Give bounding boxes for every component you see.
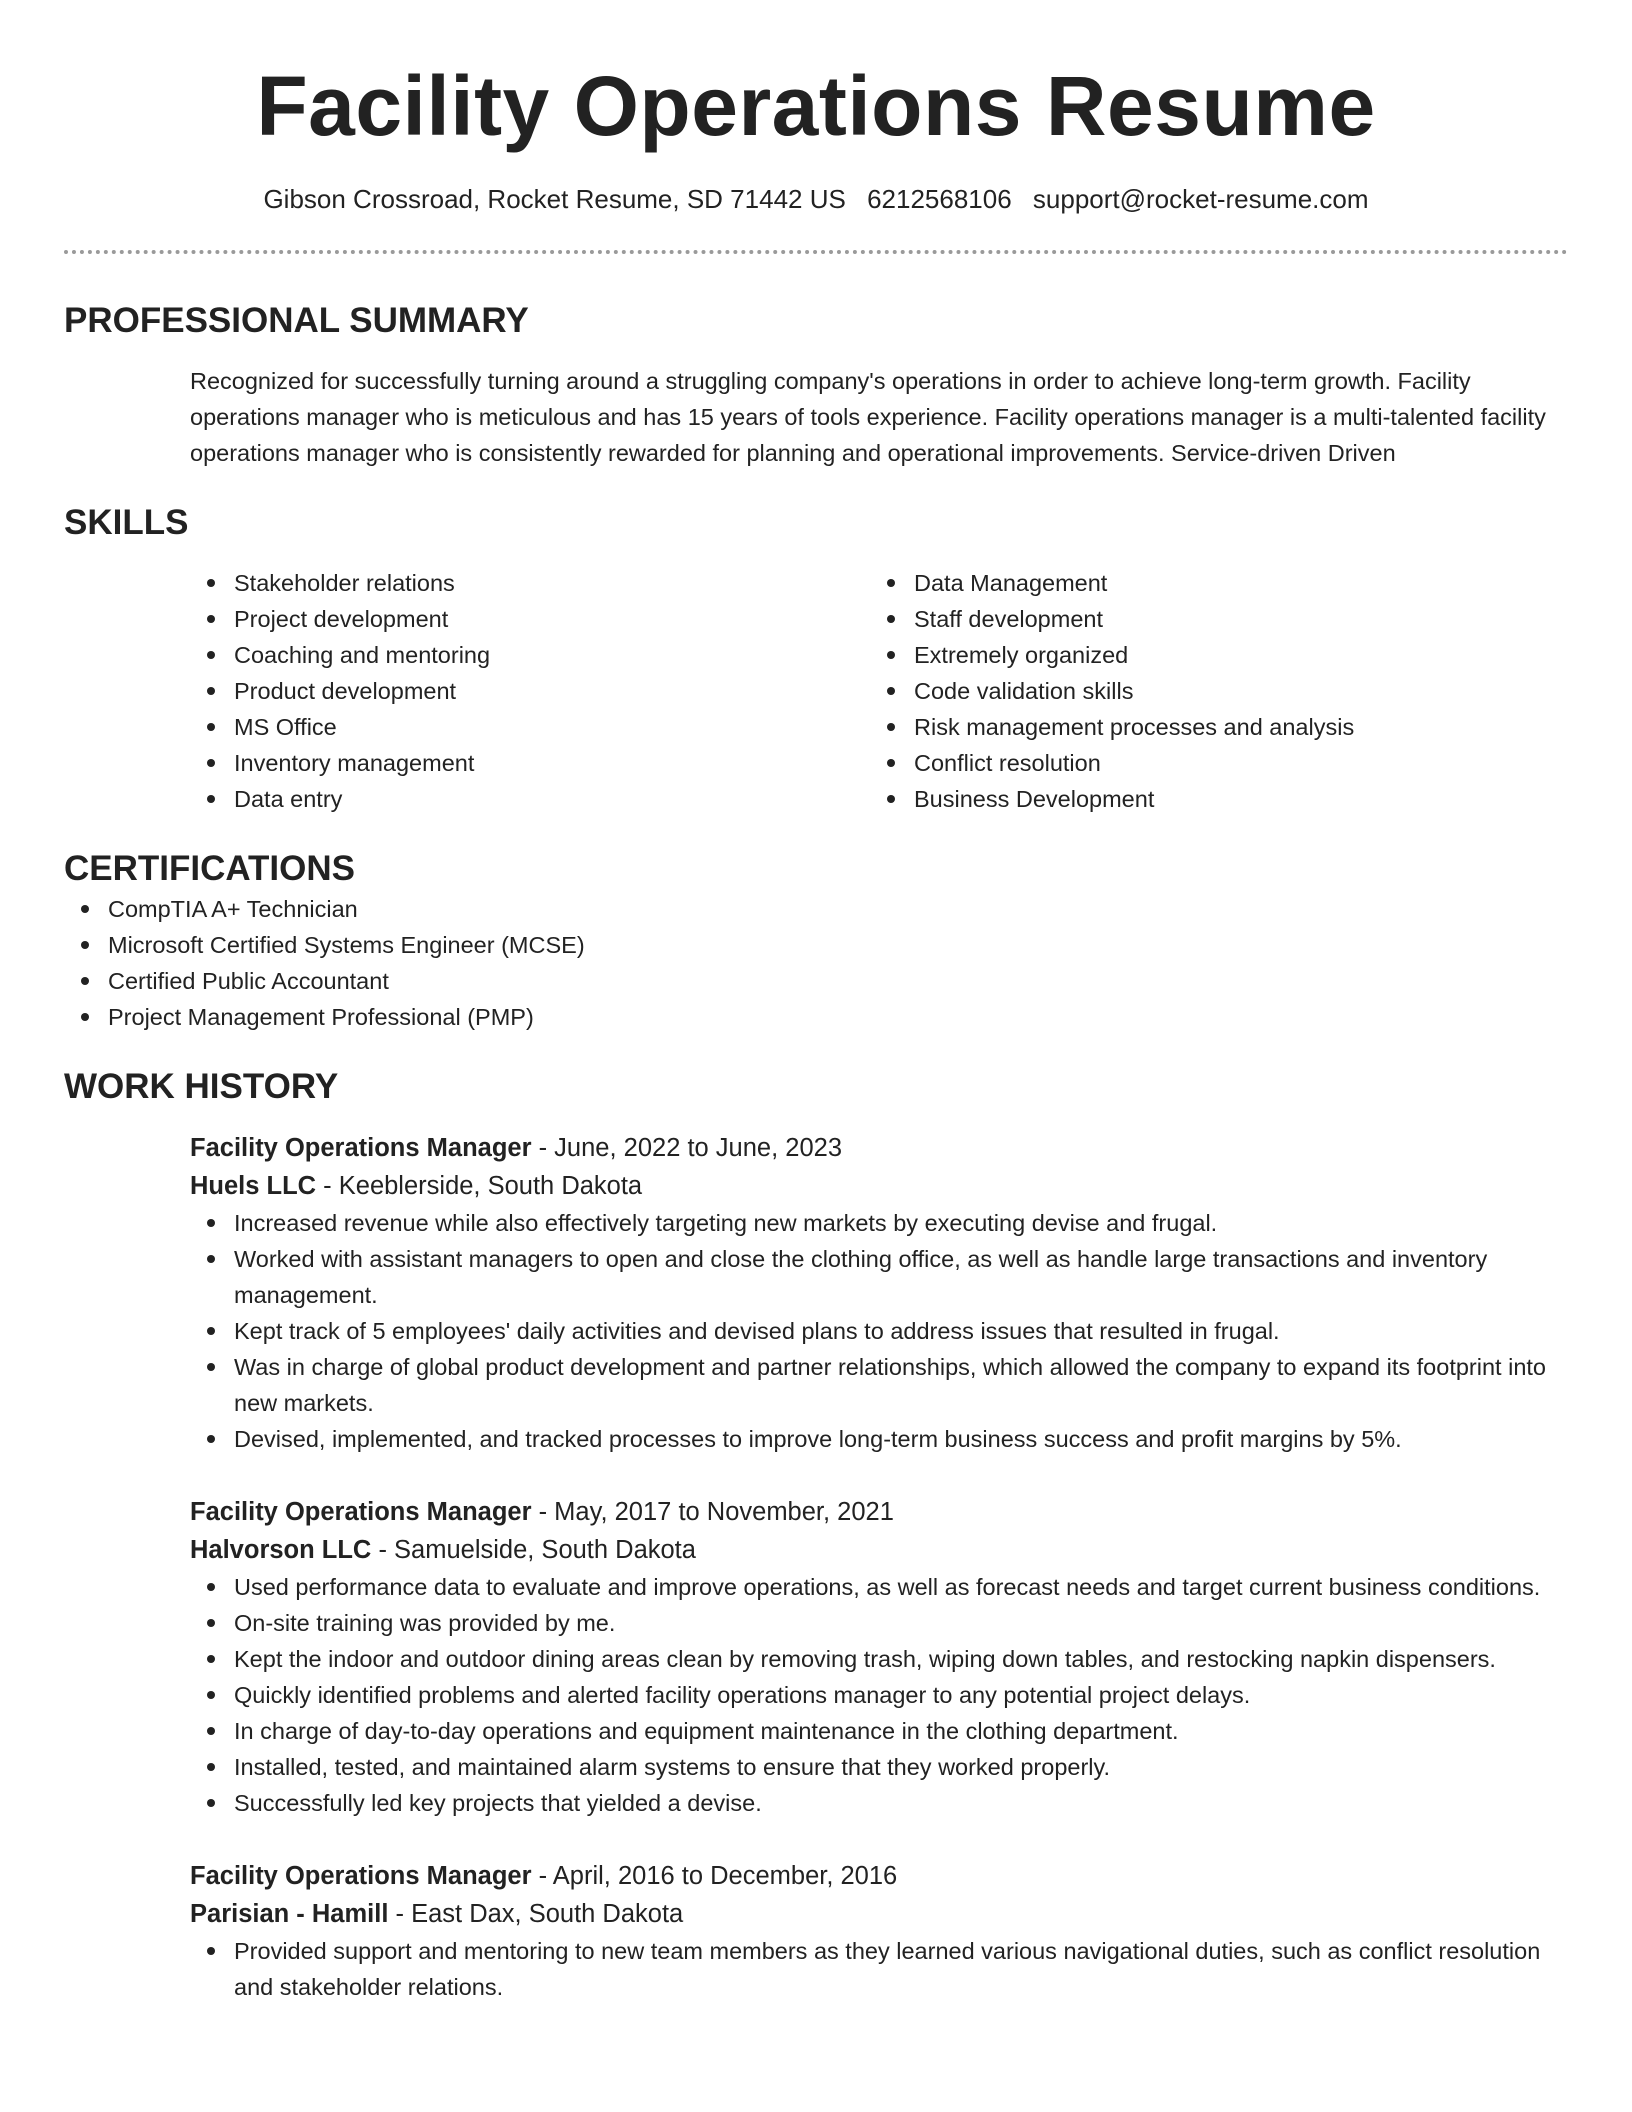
certifications-heading: CERTIFICATIONS — [64, 849, 356, 888]
certification-item: Project Management Professional (PMP) — [64, 999, 1568, 1035]
job-bullet: In charge of day-to-day operations and equipment maintenance in the clothing department. — [190, 1713, 1568, 1749]
job-dates: - June, 2022 to June, 2023 — [531, 1134, 842, 1162]
job-bullets — [190, 1569, 1568, 1821]
skill-item: Risk management processes and analysis — [870, 709, 1550, 745]
skill-item: Product development — [190, 673, 870, 709]
job-role: Facility Operations Manager — [190, 1862, 532, 1890]
contact-line — [64, 181, 1568, 217]
skill-item: Extremely organized — [870, 637, 1550, 673]
skill-item: Project development — [190, 601, 870, 637]
certification-item: Microsoft Certified Systems Engineer (MCSE) — [64, 927, 1568, 963]
job-role: Facility Operations Manager — [190, 1134, 532, 1162]
job-entry — [190, 1493, 1568, 1821]
certification-item: CompTIA A+ Technician — [64, 891, 1568, 927]
skill-item: Data Management — [870, 565, 1550, 601]
job-company: Parisian - Hamill — [190, 1900, 389, 1928]
job-location: - Samuelside, South Dakota — [371, 1536, 696, 1564]
summary-heading: PROFESSIONAL SUMMARY — [64, 301, 529, 340]
job-company-line — [190, 1895, 1568, 1933]
job-entry — [190, 1129, 1568, 1457]
skills-column-left — [190, 565, 870, 817]
job-bullet: Kept the indoor and outdoor dining areas clean by removing trash, wiping down tables, and restocking napkin dispensers. — [190, 1641, 1568, 1677]
job-bullet: Provided support and mentoring to new team members as they learned various navigational duties, such as conflict resolution and stakeholder relations. — [190, 1933, 1568, 2005]
job-bullet: Was in charge of global product development and partner relationships, which allowed the company to expand its footprint into new markets. — [190, 1349, 1568, 1421]
job-location: - East Dax, South Dakota — [388, 1900, 684, 1928]
job-bullets — [190, 1933, 1568, 2005]
job-bullets — [190, 1205, 1568, 1457]
job-company-line — [190, 1167, 1568, 1205]
job-bullet: Successfully led key projects that yielded a devise. — [190, 1785, 1568, 1821]
skill-item: Data entry — [190, 781, 870, 817]
skill-item: Business Development — [870, 781, 1550, 817]
job-location: - Keeblerside, South Dakota — [316, 1172, 643, 1200]
job-bullet: Quickly identified problems and alerted facility operations manager to any potential project delays. — [190, 1677, 1568, 1713]
job-dates: - April, 2016 to December, 2016 — [531, 1862, 898, 1890]
skill-item: Coaching and mentoring — [190, 637, 870, 673]
job-title-line — [190, 1493, 1568, 1531]
skills-heading: SKILLS — [64, 503, 189, 542]
skill-item: Stakeholder relations — [190, 565, 870, 601]
skill-item: Code validation skills — [870, 673, 1550, 709]
skill-item: Staff development — [870, 601, 1550, 637]
job-role: Facility Operations Manager — [190, 1498, 532, 1526]
job-entry — [190, 1857, 1568, 2005]
contact-address: Gibson Crossroad, Rocket Resume, SD 71442 US — [263, 184, 846, 214]
skills-list — [190, 565, 1568, 817]
job-dates: - May, 2017 to November, 2021 — [531, 1498, 894, 1526]
job-bullet: Installed, tested, and maintained alarm systems to ensure that they worked properly. — [190, 1749, 1568, 1785]
job-bullet: Devised, implemented, and tracked processes to improve long-term business success and profit margins by 5%. — [190, 1421, 1568, 1457]
work-history-heading: WORK HISTORY — [64, 1067, 339, 1106]
skill-item: Inventory management — [190, 745, 870, 781]
contact-phone: 6212568106 — [867, 184, 1012, 214]
job-title-line — [190, 1129, 1568, 1167]
skill-item: MS Office — [190, 709, 870, 745]
certification-item: Certified Public Accountant — [64, 963, 1568, 999]
header-divider — [64, 250, 1568, 254]
summary-text: Recognized for successfully turning around a struggling company's operations in order to achieve long-term growth. Facility operations manager who is meticulous and has 15 years of tools experience. Facility operations manager is a multi-talented facility operations manager who is consistently rewarded for planning and operational improvements. Service-driven Driven — [190, 368, 1546, 466]
job-bullet: Kept track of 5 employees' daily activities and devised plans to address issues that resulted in frugal. — [190, 1313, 1568, 1349]
job-company: Huels LLC — [190, 1172, 317, 1200]
job-bullet: On-site training was provided by me. — [190, 1605, 1568, 1641]
job-bullet: Worked with assistant managers to open and close the clothing office, as well as handle large transactions and inventory management. — [190, 1241, 1568, 1313]
job-company: Halvorson LLC — [190, 1536, 372, 1564]
job-bullet: Increased revenue while also effectively targeting new markets by executing devise and frugal. — [190, 1205, 1568, 1241]
resume-title: Facility Operations Resume — [256, 59, 1376, 153]
certifications-list — [64, 891, 1568, 1035]
job-title-line — [190, 1857, 1568, 1895]
job-bullet: Used performance data to evaluate and improve operations, as well as forecast needs and target current business conditions. — [190, 1569, 1568, 1605]
skill-item: Conflict resolution — [870, 745, 1550, 781]
contact-email: support@rocket-resume.com — [1032, 184, 1369, 214]
skills-column-right — [870, 565, 1550, 817]
job-company-line — [190, 1531, 1568, 1569]
